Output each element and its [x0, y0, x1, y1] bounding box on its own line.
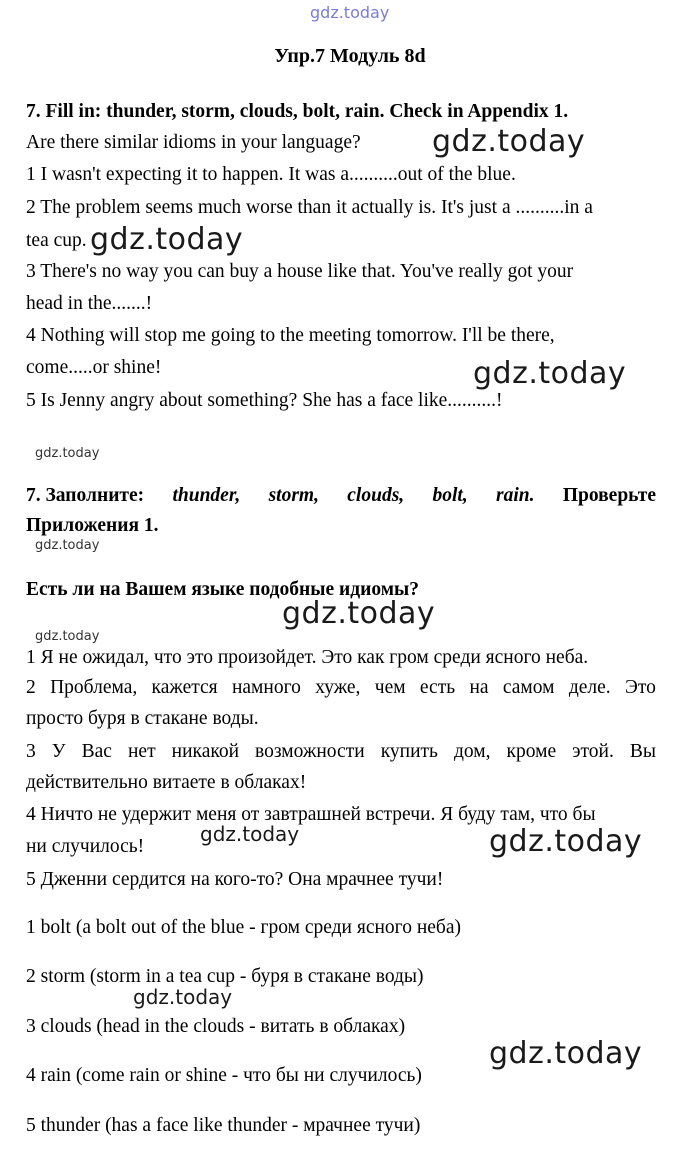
russian-task-label: 7. Заполните: [26, 485, 145, 506]
russian-line: ни случилось! [26, 836, 145, 857]
answer-line: 2 storm (storm in a tea cup - буря в стакане воды) [26, 966, 424, 987]
page-title: Упр.7 Модуль 8d [274, 45, 426, 67]
russian-line: действительно витаете в облаках! [26, 772, 307, 793]
russian-task-end: Проверьте [562, 485, 656, 506]
word: купить [380, 741, 438, 762]
russian-task-line2: Приложения 1. [26, 515, 159, 536]
word: Это [624, 677, 656, 698]
watermark: gdz.today [35, 446, 100, 461]
word: намного [231, 677, 301, 698]
russian-task-word: rain. [496, 485, 535, 506]
word: Проблема, [50, 677, 138, 698]
word: кажется [151, 677, 218, 698]
english-line: 1 I wasn't expecting it to happen. It was a..........out of the blue. [26, 164, 516, 185]
answer-line: 3 clouds (head in the clouds - витать в облаках) [26, 1016, 406, 1037]
russian-task-word: bolt, [432, 485, 468, 506]
word: 3 [26, 741, 36, 762]
word: дом, [453, 741, 491, 762]
russian-task [26, 484, 656, 508]
watermark: gdz.today [432, 124, 586, 159]
answer-line: 1 bolt (a bolt out of the blue - гром среди ясного неба) [26, 917, 461, 938]
english-line: come.....or shine! [26, 357, 162, 378]
russian-task-word: thunder, [172, 485, 241, 506]
watermark: gdz.today [282, 596, 436, 631]
word: Вас [81, 741, 112, 762]
russian-line [26, 676, 656, 700]
watermark: gdz.today [200, 822, 300, 846]
word: этой. [572, 741, 614, 762]
watermark: gdz.today [473, 356, 627, 391]
watermark-top: gdz.today [310, 3, 390, 22]
word: нет [127, 741, 156, 762]
english-line: 5 Is Jenny angry about something? She has a face like..........! [26, 390, 503, 411]
word: самом [502, 677, 555, 698]
word: возможности [255, 741, 365, 762]
word: есть [419, 677, 456, 698]
watermark: gdz.today [35, 629, 100, 644]
word: деле. [568, 677, 611, 698]
russian-task-word: storm, [268, 485, 319, 506]
russian-task-word: clouds, [347, 485, 405, 506]
english-question: Are there similar idioms in your language? [26, 132, 361, 153]
answer-line: 5 thunder (has a face like thunder - мрачнее тучи) [26, 1115, 421, 1136]
russian-line: просто буря в стакане воды. [26, 708, 259, 729]
word: на [469, 677, 489, 698]
russian-line [26, 740, 656, 764]
word: хуже, [315, 677, 361, 698]
russian-line: 4 Ничто не удержит меня от завтрашней встречи. Я буду там, что бы [26, 804, 596, 825]
english-line: 4 Nothing will stop me going to the meeting tomorrow. I'll be there, [26, 325, 555, 346]
watermark: gdz.today [35, 538, 100, 553]
watermark: gdz.today [133, 985, 233, 1009]
watermark: gdz.today [489, 824, 643, 859]
word: 2 [26, 677, 36, 698]
russian-question: Есть ли на Вашем языке подобные идиомы? [26, 579, 420, 600]
english-line: tea cup. [26, 230, 87, 251]
russian-line: 1 Я не ожидал, что это произойдет. Это как гром среди ясного неба. [26, 647, 589, 668]
english-line: 2 The problem seems much worse than it actually is. It's just a ..........in a [26, 197, 593, 218]
word: Вы [629, 741, 656, 762]
word: никакой [171, 741, 240, 762]
answer-line: 4 rain (come rain or shine - что бы ни случилось) [26, 1065, 422, 1086]
word: чем [374, 677, 406, 698]
watermark: gdz.today [489, 1036, 643, 1071]
watermark: gdz.today [90, 222, 244, 257]
english-line: head in the.......! [26, 293, 153, 314]
english-task: 7. Fill in: thunder, storm, clouds, bolt, rain. Check in Appendix 1. [26, 101, 569, 122]
russian-line: 5 Дженни сердится на кого-то? Она мрачнее тучи! [26, 869, 444, 890]
word: кроме [506, 741, 557, 762]
word: У [51, 741, 66, 762]
english-line: 3 There's no way you can buy a house like that. You've really got your [26, 261, 574, 282]
